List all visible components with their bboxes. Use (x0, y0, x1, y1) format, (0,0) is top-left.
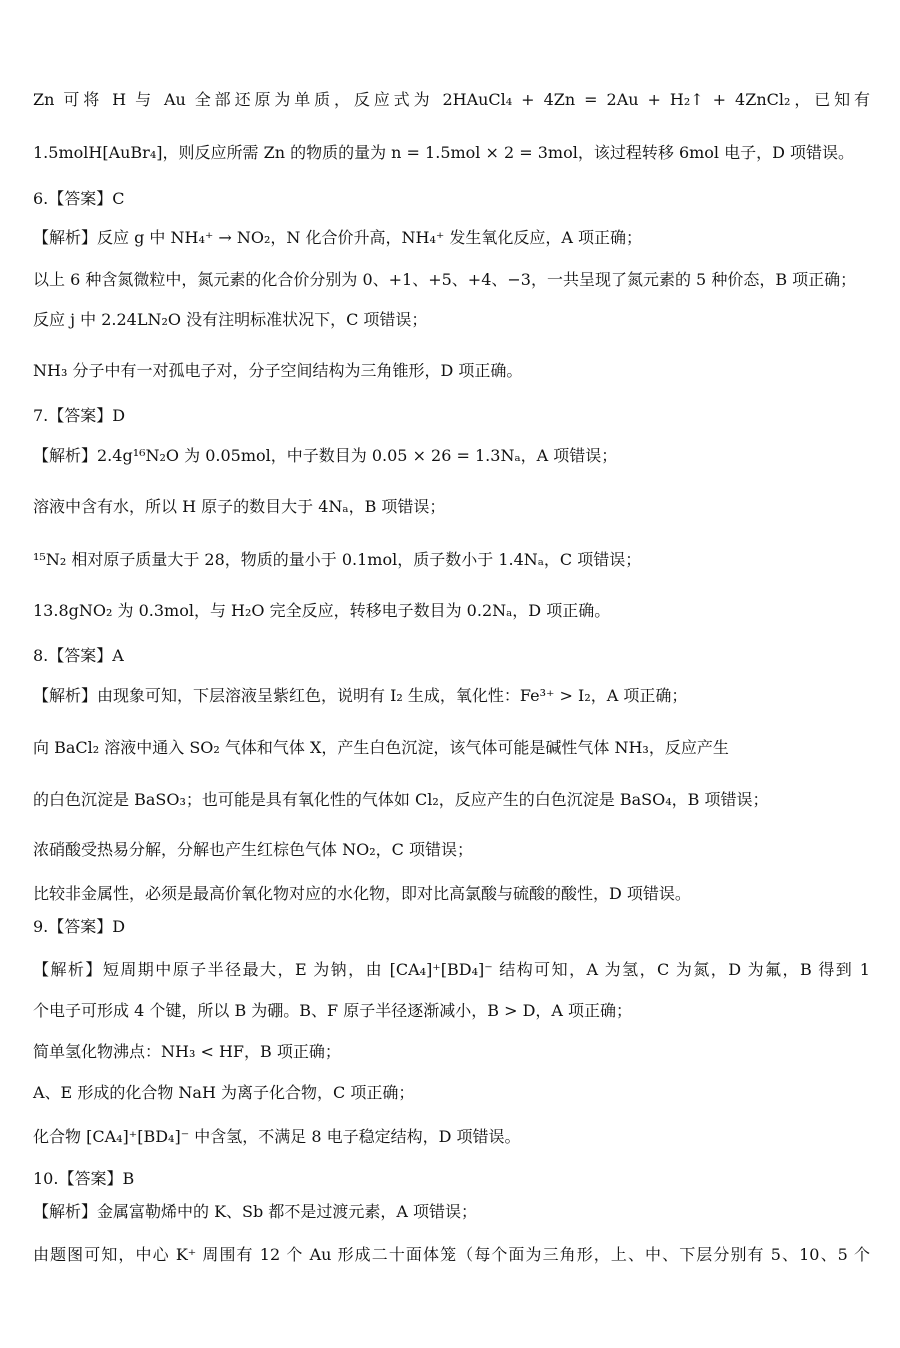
text-line: A、E 形成的化合物 NaH 为离子化合物，C 项正确； (33, 1083, 415, 1102)
text-line: 化合物 [CA₄]⁺[BD₄]⁻ 中含氢，不满足 8 电子稳定结构，D 项错误。 (33, 1127, 521, 1146)
answer-heading: 9.【答案】D (33, 917, 126, 936)
answer-heading: 8.【答案】A (33, 646, 124, 665)
text-line: 的白色沉淀是 BaSO₃；也可能是具有氧化性的气体如 Cl₂，反应产生的白色沉淀是 BaSO₄，B 项错误； (33, 790, 769, 809)
text-line: 向 BaCl₂ 溶液中通入 SO₂ 气体和气体 X，产生白色沉淀，该气体可能是碱性气体 NH₃，反应产生 (33, 738, 729, 757)
answer-heading: 7.【答案】D (33, 406, 126, 425)
text-line: 【解析】由现象可知，下层溶液呈紫红色，说明有 I₂ 生成，氧化性：Fe³⁺ > I₂，A 项正确； (33, 686, 688, 705)
text-line: 浓硝酸受热易分解，分解也产生红棕色气体 NO₂，C 项错误； (33, 840, 473, 859)
text-line: 以上 6 种含氮微粒中，氮元素的化合价分别为 0、+1、+5、+4、−3，一共呈现了氮元素的 5 种价态，B 项正确； (33, 270, 857, 289)
text-line: 比较非金属性，必须是最高价氧化物对应的水化物，即对比高氯酸与硫酸的酸性，D 项错误。 (33, 884, 691, 903)
text-line: 【解析】短周期中原子半径最大，E 为钠，由 [CA₄]⁺[BD₄]⁻ 结构可知，A 为氢，C 为氮，D 为氟，B 得到 1 (33, 960, 870, 979)
text-line: 个电子可形成 4 个键，所以 B 为硼。B、F 原子半径逐渐减小，B > D，A 项正确； (33, 1001, 633, 1020)
answer-heading: 10.【答案】B (33, 1169, 135, 1188)
text-line: 【解析】2.4g¹⁶N₂O 为 0.05mol，中子数目为 0.05 × 26 = 1.3Nₐ，A 项错误； (33, 446, 618, 465)
text-line: 由题图可知，中心 K⁺ 周围有 12 个 Au 形成二十面体笼（每个面为三角形，上、中、下层分别有 5、10、5 个 (33, 1245, 870, 1264)
text-line: 【解析】反应 g 中 NH₄⁺ → NO₂，N 化合价升高，NH₄⁺ 发生氧化反应，A 项正确； (33, 228, 643, 247)
text-line: 【解析】金属富勒烯中的 K、Sb 都不是过渡元素，A 项错误； (33, 1202, 477, 1221)
text-line: 简单氢化物沸点：NH₃ < HF，B 项正确； (33, 1042, 341, 1061)
text-line: 1.5molH[AuBr₄]，则反应所需 Zn 的物质的量为 n = 1.5mol × 2 = 3mol，该过程转移 6mol 电子，D 项错误。 (33, 143, 855, 162)
answer-heading: 6.【答案】C (33, 189, 125, 208)
text-line: 反应 j 中 2.24LN₂O 没有注明标准状况下，C 项错误； (33, 310, 428, 329)
text-line: Zn 可将 H 与 Au 全部还原为单质，反应式为 2HAuCl₄ + 4Zn = 2Au + H₂↑ + 4ZnCl₂，已知有 (33, 90, 870, 109)
text-line: 溶液中含有水，所以 H 原子的数目大于 4Nₐ，B 项错误； (33, 497, 446, 516)
text-line: 13.8gNO₂ 为 0.3mol，与 H₂O 完全反应，转移电子数目为 0.2Nₐ，D 项正确。 (33, 601, 611, 620)
text-line: ¹⁵N₂ 相对原子质量大于 28，物质的量小于 0.1mol，质子数小于 1.4Nₐ，C 项错误； (33, 550, 642, 569)
text-line: NH₃ 分子中有一对孤电子对，分子空间结构为三角锥形，D 项正确。 (33, 361, 523, 380)
